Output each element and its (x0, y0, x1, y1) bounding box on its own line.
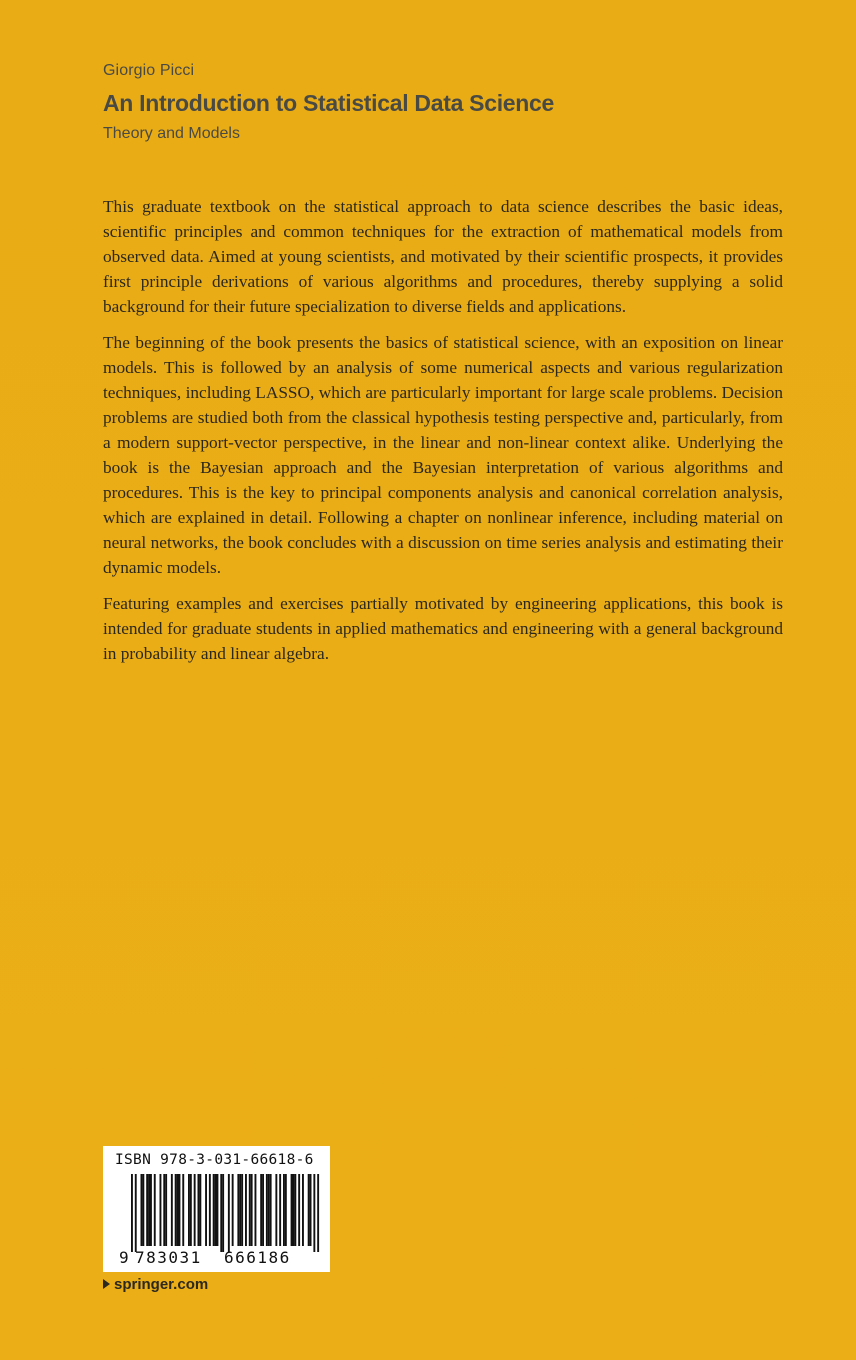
barcode-bar (310, 1174, 312, 1246)
barcode-bar (199, 1174, 201, 1246)
barcode-bars (103, 1146, 330, 1272)
description-paragraph-2: The beginning of the book presents the basics of statistical science, with an exposition on linear models. This is followed by an analysis of some numerical aspects and various regularization techniques, including LASSO, which are particularly important for large scale problems. Decision problems are studied both from the classical hypothesis testing perspective and, particularly, from a modern support-vector perspective, in the linear and non-linear context alike. Underlying the book is the Bayesian approach and the Bayesian interpretation of various algorithms and procedures. This is the key to principal components analysis and canonical correlation analysis, which are explained in detail. Following a chapter on nonlinear inference, including material on neural networks, the book concludes with a discussion on time series analysis and estimating their dynamic models. (103, 333, 783, 577)
barcode-bar (249, 1174, 251, 1246)
barcode-bar (298, 1174, 300, 1246)
barcode-bar (262, 1174, 264, 1246)
barcode-bar (266, 1174, 268, 1246)
book-subtitle: Theory and Models (103, 125, 240, 142)
arrow-right-icon (103, 1279, 110, 1289)
isbn-label: ISBN 978-3-031-66618-6 (115, 1152, 314, 1168)
barcode-bar (135, 1174, 137, 1252)
barcode-bar (317, 1174, 319, 1252)
publisher-link-label: springer.com (114, 1276, 209, 1293)
barcode-bar (308, 1174, 310, 1246)
barcode-bar (237, 1174, 239, 1246)
barcode-bar (260, 1174, 262, 1246)
barcode-bar (270, 1174, 272, 1246)
barcode-bar (188, 1174, 190, 1246)
barcode-bar (285, 1174, 287, 1246)
publisher-link[interactable] (103, 1276, 208, 1293)
author-name: Giorgio Picci (103, 62, 195, 79)
barcode-bar (268, 1174, 270, 1246)
barcode-bar (171, 1174, 173, 1246)
barcode-bar (205, 1174, 207, 1246)
barcode-bar (209, 1174, 211, 1246)
barcode-bar (160, 1174, 162, 1246)
barcode-bar (182, 1174, 184, 1246)
barcode-bar (232, 1174, 234, 1246)
barcode-bar (241, 1174, 243, 1246)
barcode-bar (275, 1174, 277, 1246)
barcode-bar (251, 1174, 253, 1246)
barcode-bar (291, 1174, 293, 1246)
barcode-bar (177, 1174, 179, 1246)
description-paragraph-1: This graduate textbook on the statistical approach to data science describes the basic ideas, scientific principles and common techniques for the extraction of mathematical models from observed data. Aimed at young scientists, and motivated by their scientific prospects, it provides first principle derivations of various algorithms and procedures, thereby supplying a solid background for their future specialization to diverse fields and applications. (103, 197, 783, 316)
barcode-bar (302, 1174, 304, 1246)
barcode-bar (141, 1174, 143, 1246)
barcode-bar (131, 1174, 133, 1252)
barcode-bar (154, 1174, 156, 1246)
barcode-bar (142, 1174, 144, 1246)
barcode-digits-left: 783031 (135, 1248, 202, 1267)
barcode-bar (163, 1174, 165, 1246)
barcode-bar (239, 1174, 241, 1246)
barcode-bar (215, 1174, 217, 1246)
description-text (103, 194, 783, 677)
barcode-bar (179, 1174, 181, 1246)
barcode-bar (150, 1174, 152, 1246)
barcode-bar (213, 1174, 215, 1246)
barcode-bar (313, 1174, 315, 1252)
barcode-bar (148, 1174, 150, 1246)
barcode-digits-right: 666186 (224, 1248, 291, 1267)
barcode-bar (146, 1174, 148, 1246)
barcode-bar (293, 1174, 295, 1246)
barcode-bar (279, 1174, 281, 1246)
barcode-bar (198, 1174, 200, 1246)
barcode-bar (175, 1174, 177, 1246)
barcode-bar (220, 1174, 222, 1252)
barcode-bar (255, 1174, 257, 1246)
barcode-bar (217, 1174, 219, 1246)
barcode-bar (190, 1174, 192, 1246)
barcode-bar (165, 1174, 167, 1246)
description-paragraph-3: Featuring examples and exercises partially motivated by engineering applications, this book is intended for graduate students in applied mathematics and engineering with a general background in probability and linear algebra. (103, 594, 783, 663)
barcode-bar (228, 1174, 230, 1252)
barcode-bar (294, 1174, 296, 1246)
barcode-bar (194, 1174, 196, 1246)
barcode-digit-lead: 9 (119, 1248, 129, 1267)
barcode-bar (222, 1174, 224, 1252)
barcode-bar (283, 1174, 285, 1246)
book-title: An Introduction to Statistical Data Science (103, 90, 555, 116)
isbn-barcode (103, 1146, 330, 1272)
barcode-bar (245, 1174, 247, 1246)
